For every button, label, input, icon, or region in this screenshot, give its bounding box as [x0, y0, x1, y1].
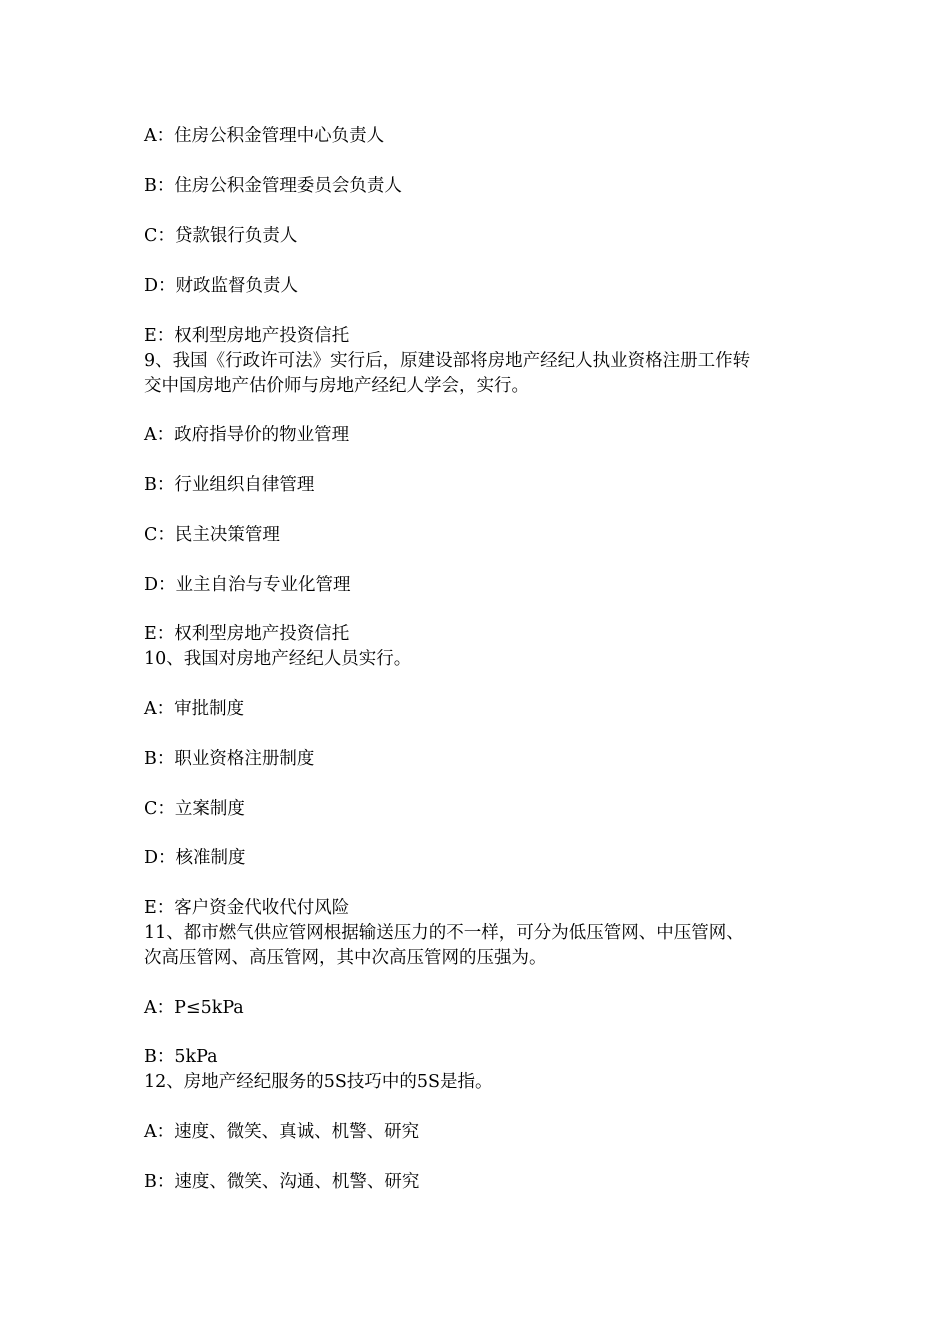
q11-option-a: A：P≤5kPa	[144, 998, 244, 1018]
q10-option-b: B：职业资格注册制度	[144, 749, 315, 769]
q11-stem-line-2: 次高压管网、高压管网，其中次高压管网的压强为。	[144, 948, 547, 968]
q9-option-d: D：业主自治与专业化管理	[144, 575, 351, 595]
q9-option-c: C：民主决策管理	[144, 525, 280, 545]
q9-stem-line-2: 交中国房地产估价师与房地产经纪人学会，实行。	[144, 376, 529, 396]
q8-option-e: E：权利型房地产投资信托	[144, 326, 350, 346]
q10-stem: 10、我国对房地产经纪人员实行。	[144, 649, 412, 669]
q9-option-e: E：权利型房地产投资信托	[144, 624, 350, 644]
q11-stem-line-1: 11、都市燃气供应管网根据输送压力的不一样，可分为低压管网、中压管网、	[144, 923, 744, 943]
q10-option-e: E：客户资金代收代付风险	[144, 898, 350, 918]
q10-option-a: A：审批制度	[144, 699, 245, 719]
q8-option-b: B：住房公积金管理委员会负责人	[144, 176, 402, 196]
q12-option-a: A：速度、微笑、真诚、机警、研究	[144, 1122, 420, 1142]
q9-option-b: B：行业组织自律管理	[144, 475, 315, 495]
q8-option-a: A：住房公积金管理中心负责人	[144, 126, 385, 146]
q9-option-a: A：政府指导价的物业管理	[144, 425, 350, 445]
q10-option-d: D：核准制度	[144, 848, 246, 868]
q12-option-b: B：速度、微笑、沟通、机警、研究	[144, 1172, 420, 1192]
q12-stem: 12、房地产经纪服务的5S技巧中的5S是指。	[144, 1072, 493, 1092]
q10-option-c: C：立案制度	[144, 799, 245, 819]
q8-option-d: D：财政监督负责人	[144, 276, 299, 296]
q8-option-c: C：贷款银行负责人	[144, 226, 298, 246]
q9-stem-line-1: 9、我国《行政许可法》实行后，原建设部将房地产经纪人执业资格注册工作转	[144, 351, 751, 371]
q11-option-b: B：5kPa	[144, 1047, 218, 1067]
